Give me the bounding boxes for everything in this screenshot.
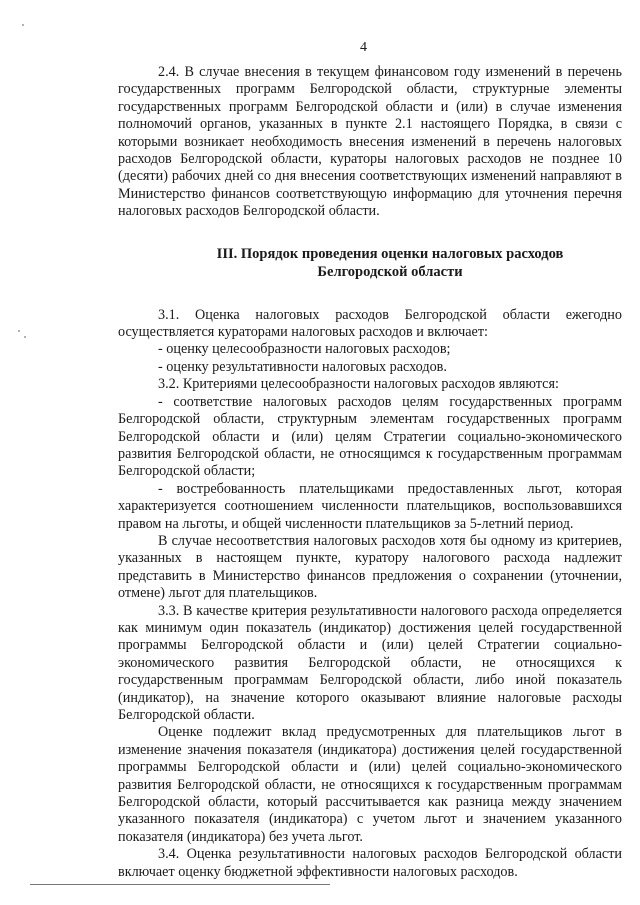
list-item-3-1-2: - оценку результативности налоговых расходов. [158, 358, 447, 375]
list-item-3-2-1: - соответствие налоговых расходов целям государственных программ Белгородской области, структурным элементам государственных программ Белгородской области и (или) целям Стратегии социально-экономического развития Белгородской области, не относящимся к государственным программам Белгородской области; [118, 393, 622, 480]
paragraph-2-4: 2.4. В случае внесения в текущем финансовом году изменений в перечень государственных программ Белгородской области, структурные элементы государственных программ Белгородской области и (или) в случае изменения полномочий органов, указанных в пункте 2.1 настоящего Порядка, в связи с которыми возникает необходимость внесения изменений в перечень налоговых расходов Белгородской области, кураторы налоговых расходов не позднее 10 (десяти) рабочих дней со дня внесения соответствующих изменений направляют в Министерство финансов соответствующую информацию для уточнения перечня налоговых расходов Белгородской области. [118, 64, 622, 220]
scan-speck [24, 336, 26, 338]
list-item-3-2-2: - востребованность плательщиками предоставленных льгот, которая характеризуется соотношением численности плательщиков, воспользовавшихся правом на льготы, и общей численности плательщиков за 5-летний период. [118, 480, 622, 532]
scan-speck [22, 24, 24, 26]
paragraph-3-1-intro: 3.1. Оценка налоговых расходов Белгородской области ежегодно осуществляется кураторами налоговых расходов и включает: [118, 306, 622, 341]
scan-speck [18, 330, 20, 332]
paragraph-3-3-assessment: Оценке подлежит вклад предусмотренных для плательщиков льгот в изменение значения показателя (индикатора) достижения целей государственной программы Белгородской области и (или) целей социально-экономического развития Белгородской области, не относящихся к государственным программам Белгородской области, который рассчитывается как разница между значением указанного показателя (индикатора) с учетом льгот и значением указанного показателя (индикатора) без учета льгот. [118, 724, 622, 845]
paragraph-3-2-conclusion: В случае несоответствия налоговых расходов хотя бы одному из критериев, указанных в настоящем пункте, куратору налогового расхода надлежит представить в Министерство финансов предложения о сохранении (уточнении, отмене) льгот для плательщиков. [118, 532, 622, 602]
paragraph-3-3: 3.3. В качестве критерия результативности налогового расхода определяется как минимум один показатель (индикатор) достижения целей государственной программы Белгородской области и (или) целей Стратегии социально-экономического развития Белгородской области, не относящихся к государственным программам Белгородской области, либо иной показатель (индикатор), на значение которого оказывают влияние налоговые расходы Белгородской области. [118, 602, 622, 723]
page-number: 4 [360, 40, 367, 55]
section-heading [118, 245, 622, 281]
paragraph-3-2-intro: 3.2. Критериями целесообразности налоговых расходов являются: [158, 376, 559, 393]
document-body [118, 64, 622, 881]
section-heading-line-1: III. Порядок проведения оценки налоговых расходов [216, 245, 564, 262]
list-item-3-1-1: - оценку целесообразности налоговых расходов; [158, 341, 451, 358]
paragraph-3-4: 3.4. Оценка результативности налоговых расходов Белгородской области включает оценку бюджетной эффективности налоговых расходов. [118, 846, 622, 880]
scan-edge-line [30, 884, 330, 885]
section-heading-line-2: Белгородской области [317, 263, 463, 280]
